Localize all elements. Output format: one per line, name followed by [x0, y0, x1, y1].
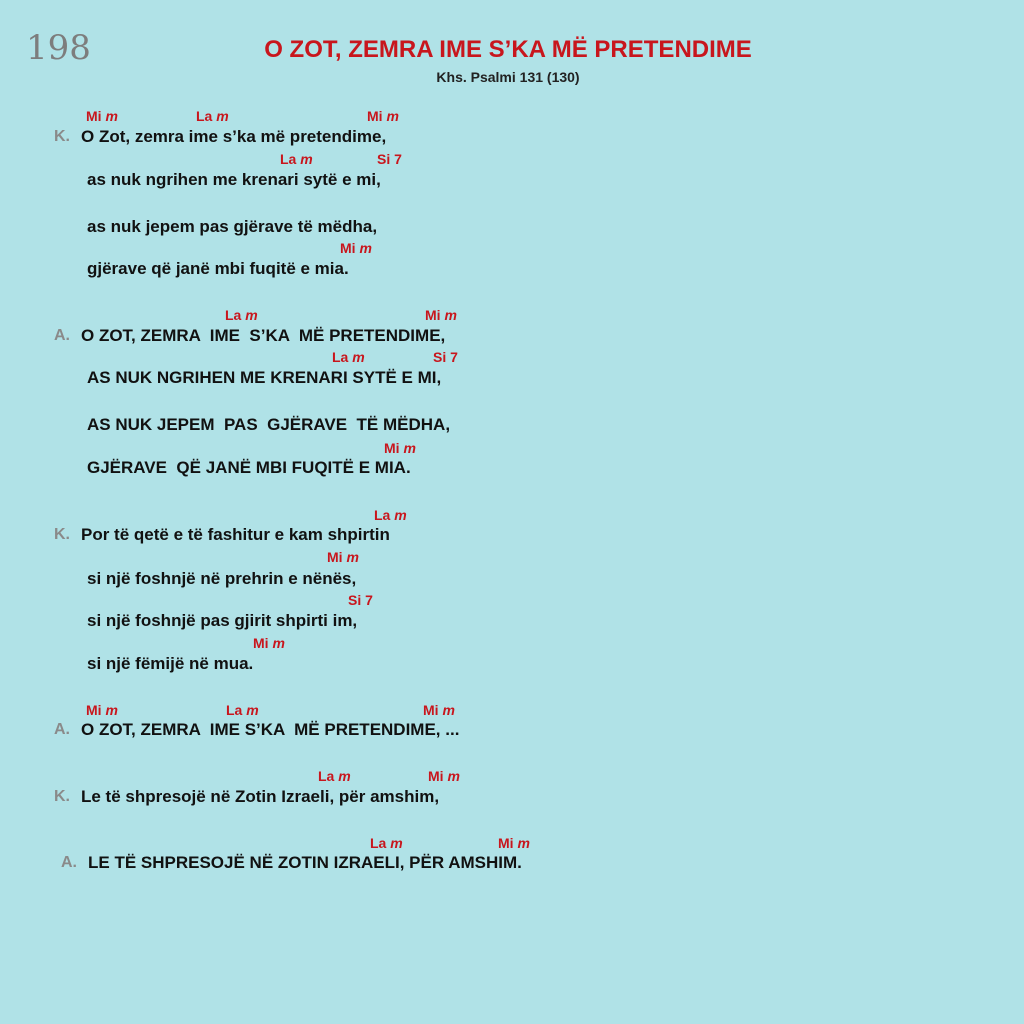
chord: Mi m [86, 108, 118, 124]
lyric-line: O ZOT, ZEMRA IME S’KA MË PRETENDIME, [81, 326, 446, 345]
lyric-line: GJËRAVE QË JANË MBI FUQITË E MIA. [87, 458, 411, 477]
assembly-marker: A. [54, 327, 70, 344]
lyric-line: Le të shpresojë në Zotin Izraeli, për amshim, [81, 787, 440, 806]
chord: Mi m [425, 307, 457, 323]
page-number: 198 [26, 28, 91, 68]
lyric-line: si një fëmijë në mua. [87, 654, 254, 673]
chord: Mi m [498, 835, 530, 851]
chord: La m [370, 835, 403, 851]
lyric-line: si një foshnjë pas gjirit shpirti im, [87, 611, 358, 630]
cantor-marker: K. [54, 128, 70, 145]
assembly-marker: A. [61, 854, 77, 871]
chord: Mi m [428, 768, 460, 784]
chord: La m [226, 702, 259, 718]
song-title: O ZOT, ZEMRA IME S’KA MË PRETENDIME [264, 36, 752, 63]
lyric-line: Por të qetë e të fashitur e kam shpirtin [81, 525, 390, 544]
chord: Mi m [340, 240, 372, 256]
chord: Mi m [367, 108, 399, 124]
lyric-line: AS NUK JEPEM PAS GJËRAVE TË MËDHA, [87, 415, 451, 434]
chord: Si 7 [433, 349, 458, 365]
lyric-line: gjërave që janë mbi fuqitë e mia. [87, 259, 349, 278]
chord: Mi m [423, 702, 455, 718]
lyric-line: as nuk jepem pas gjërave të mëdha, [87, 217, 378, 236]
lyric-line: LE TË SHPRESOJË NË ZOTIN IZRAELI, PËR AMSHIM. [88, 853, 522, 872]
chord: Si 7 [348, 592, 373, 608]
chord: La m [280, 151, 313, 167]
cantor-marker: K. [54, 526, 70, 543]
chord: Mi m [253, 635, 285, 651]
lyric-line: O ZOT, ZEMRA IME S’KA MË PRETENDIME, ... [81, 720, 460, 739]
chord: La m [196, 108, 229, 124]
chord: La m [332, 349, 365, 365]
lyric-line: si një foshnjë në prehrin e nënës, [87, 569, 357, 588]
chord: Mi m [384, 440, 416, 456]
chord: Mi m [327, 549, 359, 565]
chord: Si 7 [377, 151, 402, 167]
lyric-line: AS NUK NGRIHEN ME KRENARI SYTË E MI, [87, 368, 442, 387]
song-subtitle: Khs. Psalmi 131 (130) [436, 69, 580, 85]
chord: La m [318, 768, 351, 784]
assembly-marker: A. [54, 721, 70, 738]
cantor-marker: K. [54, 788, 70, 805]
lyric-line: as nuk ngrihen me krenari sytë e mi, [87, 170, 381, 189]
chord: La m [374, 507, 407, 523]
chord: La m [225, 307, 258, 323]
lyric-line: O Zot, zemra ime s’ka më pretendime, [81, 127, 387, 146]
chord: Mi m [86, 702, 118, 718]
